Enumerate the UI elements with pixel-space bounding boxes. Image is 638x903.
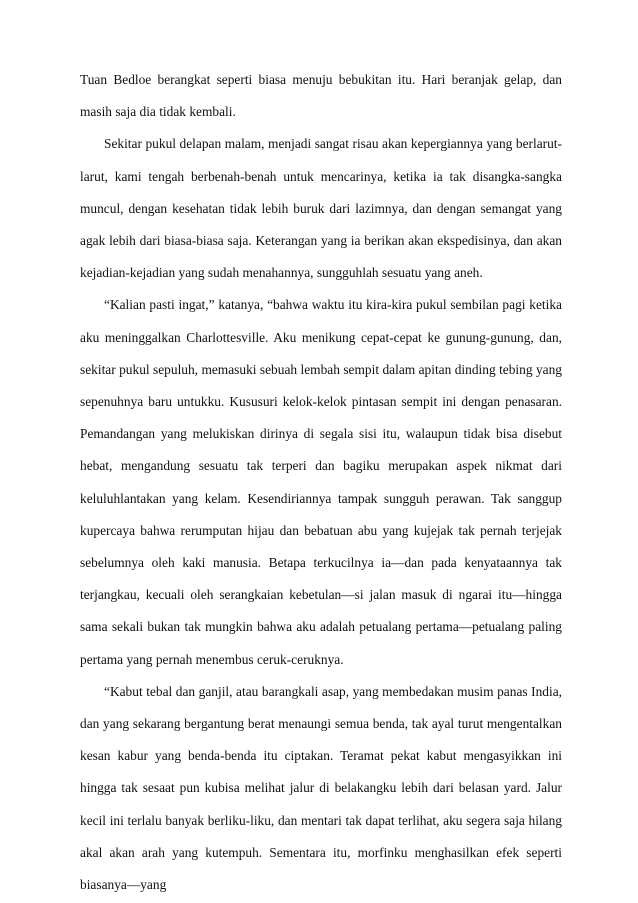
paragraph-1: Tuan Bedloe berangkat seperti biasa menuju bebukitan itu. Hari beranjak gelap, dan masih saja dia tidak kembali. [80,72,562,120]
document-body [80,64,562,901]
paragraph-3: “Kalian pasti ingat,” katanya, “bahwa waktu itu kira-kira pukul sembilan pagi ketika aku meninggalkan Charlottesville. Aku menikung cepat-cepat ke gunung-gunung, dan, sekitar pukul sepuluh, memasuki sebuah lembah sempit dalam apitan dinding tebing yang sepenuhnya baru untukku. Kususuri kelok-kelok pintasan sempit ini dengan penasaran. Pemandangan yang melukiskan dirinya di segala sisi itu, walaupun tidak bisa disebut hebat, mengandung sesuatu tak terperi dan bagiku merupakan aspek nikmat dari keluluhlantakan yang kelam. Kesendiriannya tampak sungguh perawan. Tak sanggup kupercaya bahwa rerumputan hijau dan bebatuan abu yang kujejak tak pernah terjejak sebelumnya oleh kaki manusia. Betapa terkucilnya ia—dan pada kenyataannya tak terjangkau, kecuali oleh serangkaian kebetulan—si jalan masuk di ngarai itu—hingga sama sekali bukan tak mungkin bahwa aku adalah petualang pertama—petualang paling pertama yang pernah menembus ceruk-ceruknya. [80,297,562,667]
paragraph-2: Sekitar pukul delapan malam, menjadi sangat risau akan kepergiannya yang berlarut-larut, kami tengah berbenah-benah untuk mencarinya, ketika ia tak disangka-sangka muncul, dengan kesehatan tidak lebih buruk dari lazimnya, dan dengan semangat yang agak lebih dari biasa-biasa saja. Keterangan yang ia berikan akan ekspedisinya, dan akan kejadian-kejadian yang sudah menahannya, sungguhlah sesuatu yang aneh. [80,136,562,281]
paragraph-4: “Kabut tebal dan ganjil, atau barangkali asap, yang membedakan musim panas India, dan yang sekarang bergantung berat menaungi semua benda, tak ayal turut mengentalkan kesan kabur yang benda-benda itu ciptakan. Teramat pekat kabut mengasyikkan ini hingga tak sesaat pun kubisa melihat jalur di belakangku lebih dari belasan yard. Jalur kecil ini terlalu banyak berliku-liku, dan mentari tak dapat terlihat, aku segera saja hilang akal akan arah yang kutempuh. Sementara itu, morfinku menghasilkan efek seperti biasanya—yang [80,683,562,893]
